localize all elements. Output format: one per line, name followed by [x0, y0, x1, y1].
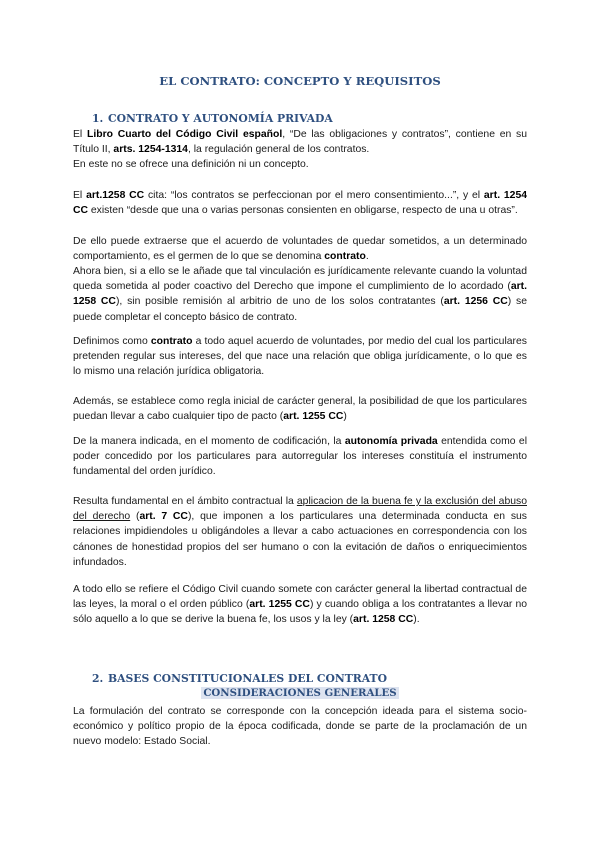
- text: Ahora bien, si a ello se le añade que tal vinculación es jurídicamente relevante cuando la voluntad queda sometida al poder coactivo del Derecho que impone el cumplimiento de lo acordado (: [73, 266, 527, 293]
- text: ), que imponen a los particulares una determinada conducta en sus relaciones impidiendoles u obligándoles a llevar a cabo actuaciones en correspondencia con los cánones de honestidad propios del ser humano o con la evitación de daños o enriquecimientos infundados.: [73, 511, 527, 568]
- text: De ello puede extraerse que el acuerdo de voluntades de quedar sometidos, a un determinado comportamiento, es el germen de lo que se denomina: [73, 236, 527, 263]
- paragraph-3: [73, 234, 527, 264]
- section-2-subheading: [0, 686, 600, 701]
- section-2-number: 2.: [92, 672, 104, 685]
- bold-text: art. 1255 CC: [249, 599, 310, 611]
- text: El: [73, 129, 87, 140]
- paragraph-2: [73, 188, 527, 218]
- bold-text: autonomía privada: [344, 436, 438, 447]
- section-2-subheading-text: CONSIDERACIONES GENERALES: [203, 687, 397, 699]
- text: , “De las obligaciones y contratos”, contiene en su Título II,: [73, 129, 528, 156]
- bold-text: art. 1258 CC: [73, 281, 527, 308]
- text: , la regulación general de los contratos.: [187, 144, 370, 156]
- text: A todo ello se refiere el Código Civil cuando somete con carácter general la libertad contractual de las leyes, la moral o el orden público (: [73, 584, 527, 611]
- bold-text: art. 1254 CC: [73, 190, 528, 217]
- text: ), sin posible remisión al arbitrio de uno de los solos contratantes (: [115, 296, 444, 308]
- text: El: [73, 190, 87, 201]
- paragraph-8: [73, 494, 527, 570]
- text: cita: “los contratos se perfeccionan por el mero consentimiento...”, y el: [144, 190, 484, 201]
- bold-text: contrato: [324, 251, 366, 263]
- underlined-text: aplicacion de la buena fe y la exclusión del abuso del derecho: [73, 496, 527, 523]
- section-1-number: 1.: [92, 112, 104, 125]
- text: Resulta fundamental en el ámbito contractual la: [73, 496, 297, 507]
- bold-text: art. 1256 CC: [443, 296, 508, 308]
- bold-text: arts. 1254-1314: [113, 144, 188, 156]
- text: ) y cuando obliga a los contratantes a llevar no sólo aquello a lo que se derive la buena fe, los usos y la ley (: [73, 599, 527, 626]
- bold-text: contrato: [150, 336, 193, 347]
- text: Definimos como: [73, 336, 151, 347]
- bold-text: art. 1258 CC: [353, 614, 414, 626]
- text: entendida como el poder concedido por los particulares para autorregular los intereses constituía el instrumento fundamental del orden jurídico.: [73, 436, 527, 478]
- text: ).: [413, 614, 420, 626]
- text: a todo aquel acuerdo de voluntades, por medio del cual los particulares pretenden regular sus intereses, del que nace una relación que obliga jurídicamente, o lo que es lo mismo una relación jurídica obligatoria.: [73, 336, 527, 378]
- paragraph-1b: En este no se ofrece una definición ni un concepto.: [73, 159, 309, 170]
- section-1-heading: [92, 111, 333, 126]
- paragraph-10: La formulación del contrato se corresponde con la concepción ideada para el sistema socio-económico y político propio de la época codificada, donde se parte de la proclamación de un nuevo modelo: Estado Social.: [73, 706, 527, 748]
- section-1-title: CONTRATO Y AUTONOMÍA PRIVADA: [108, 112, 333, 125]
- text: (: [130, 511, 140, 523]
- paragraph-1: [73, 127, 527, 157]
- section-2-heading: [92, 671, 387, 686]
- paragraph-5: [73, 334, 527, 380]
- text: Además, se establece como regla inicial de carácter general, la posibilidad de que los particulares puedan llevar a cabo cualquier tipo de pacto (: [73, 396, 527, 423]
- text: De la manera indicada, en el momento de codificación, la: [73, 436, 345, 447]
- section-2-title: BASES CONSTITUCIONALES DEL CONTRATO: [108, 672, 388, 685]
- document-title: EL CONTRATO: CONCEPTO Y REQUISITOS: [159, 74, 441, 88]
- paragraph-7: [73, 434, 527, 480]
- text: .: [365, 251, 369, 263]
- text: ) se puede completar el concepto básico de contrato.: [73, 296, 528, 323]
- bold-text: art. 7 CC: [139, 511, 188, 523]
- paragraph-6: [73, 394, 527, 424]
- paragraph-9: [73, 582, 527, 628]
- bold-text: Libro Cuarto del Código Civil español: [87, 129, 283, 140]
- text: existen “desde que una o varias personas consienten en obligarse, respecto de una u otras”.: [88, 205, 518, 217]
- bold-text: art. 1255 CC: [283, 411, 344, 423]
- paragraph-4: [73, 264, 527, 325]
- text: ): [343, 411, 347, 423]
- bold-text: art.1258 CC: [86, 190, 145, 201]
